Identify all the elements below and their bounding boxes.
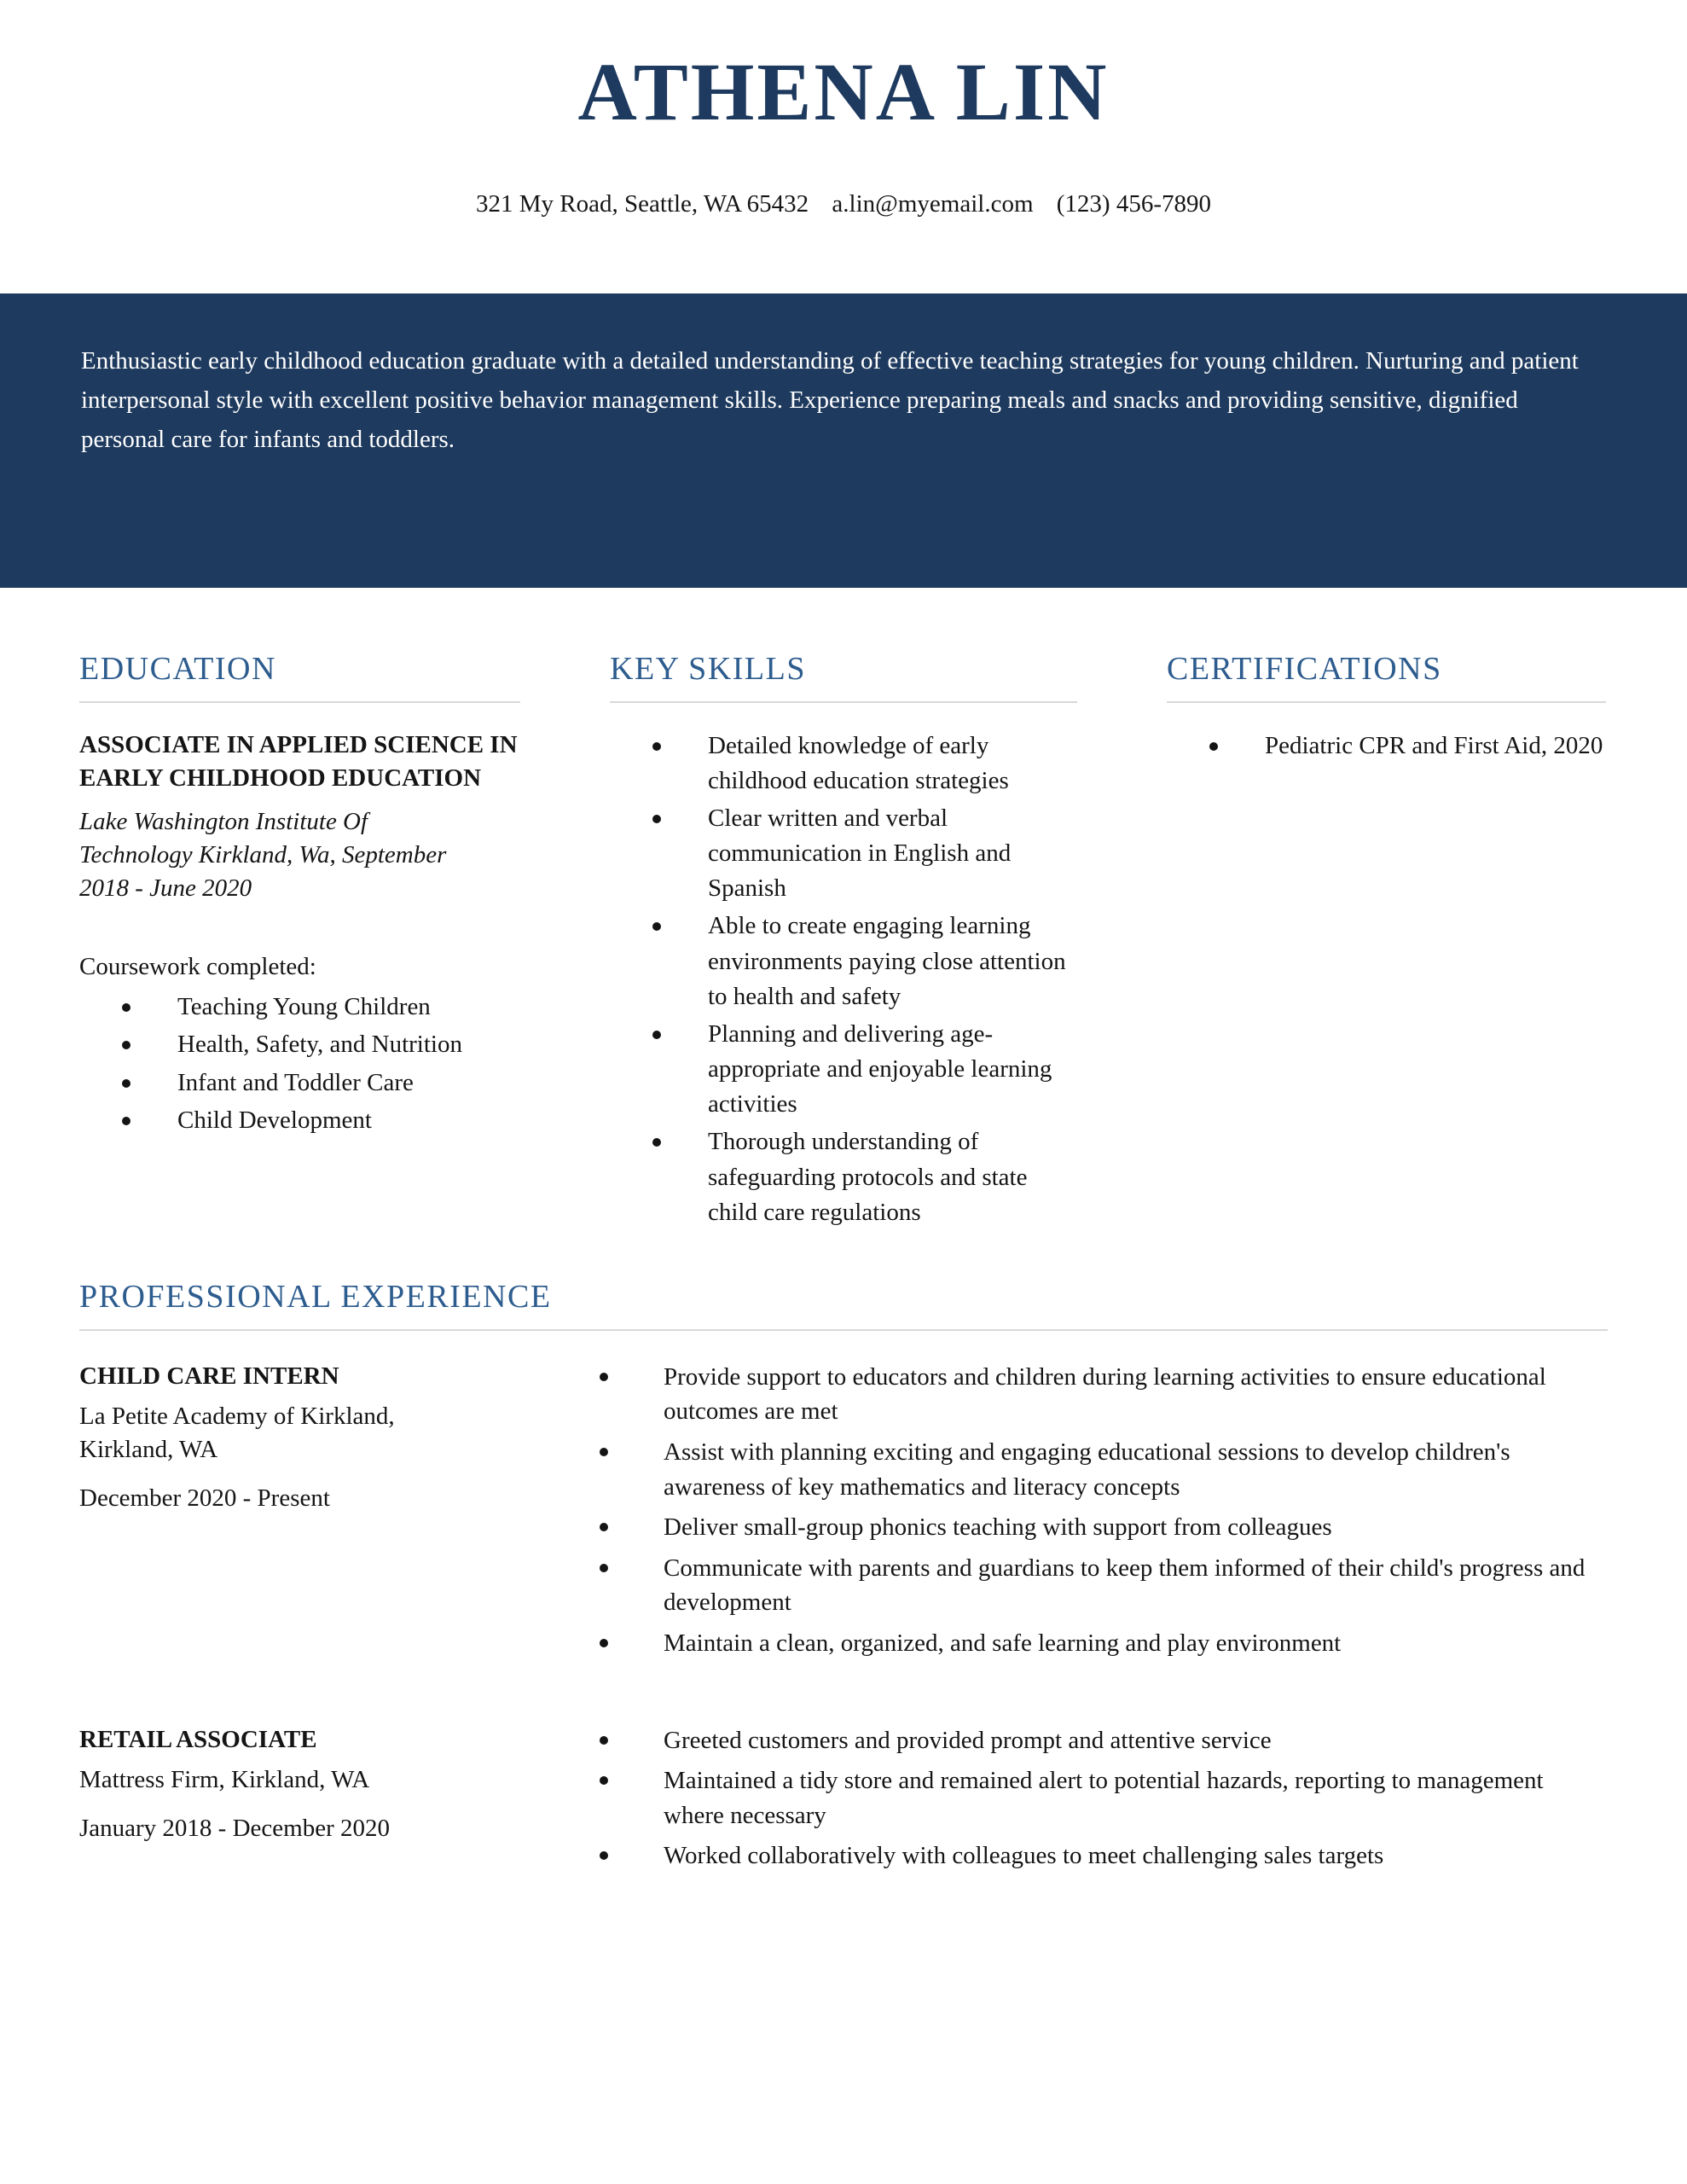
job-title: RETAIL ASSOCIATE [79, 1725, 317, 1753]
summary-banner [0, 293, 1687, 588]
job-entry [79, 1723, 1608, 1879]
job-bullet: Worked collaboratively with colleagues to meet challenging sales targets [591, 1838, 1608, 1873]
key-skills-list [610, 729, 1077, 1230]
coursework-label: Coursework completed: [79, 953, 316, 981]
job-bullet: Assist with planning exciting and engaging educational sessions to develop children's awareness of key mathematics and literacy concepts [591, 1435, 1608, 1504]
job-company: Mattress Firm, Kirkland, WA [79, 1765, 370, 1793]
degree-title: ASSOCIATE IN APPLIED SCIENCE IN EARLY CHILDHOOD EDUCATION [79, 730, 518, 792]
contact-address: 321 My Road, Seattle, WA 65432 [476, 189, 809, 218]
course-item: Infant and Toddler Care [79, 1066, 520, 1101]
job-dates: December 2020 - Present [79, 1484, 330, 1513]
job-bullet: Greeted customers and provided prompt and attentive service [591, 1723, 1608, 1758]
course-item: Teaching Young Children [79, 990, 520, 1025]
key-skills-heading: KEY SKILLS [610, 652, 1077, 703]
certifications-section [1167, 652, 1606, 1233]
summary-text: Enthusiastic early childhood education graduate with a detailed understanding of effective teaching strategies for young children. Nurturing and patient interpersonal style with excellent positive behavior management skills. Experience preparing meals and snacks and providing sensitive, dignified personal care for infants and toddlers. [81, 346, 1579, 454]
certification-item: Pediatric CPR and First Aid, 2020 [1167, 729, 1606, 764]
job-company: La Petite Academy of Kirkland, Kirkland, WA [79, 1402, 395, 1464]
contact-email: a.lin@myemail.com [832, 189, 1034, 218]
course-item: Health, Safety, and Nutrition [79, 1027, 520, 1062]
school-line: Lake Washington Institute Of Technology Kirkland, Wa, September 2018 - June 2020 [79, 807, 447, 903]
skill-item: Detailed knowledge of early childhood education strategies [610, 729, 1077, 799]
course-item: Child Development [79, 1103, 520, 1138]
education-heading: EDUCATION [79, 652, 520, 703]
skill-item: Planning and delivering age-appropriate and enjoyable learning activities [610, 1017, 1077, 1123]
skill-item: Thorough understanding of safeguarding protocols and state child care regulations [610, 1124, 1077, 1230]
job-bullet-list [591, 1360, 1608, 1667]
certifications-list [1167, 729, 1606, 764]
job-dates: January 2018 - December 2020 [79, 1814, 390, 1842]
job-summary-block [79, 1723, 557, 1879]
candidate-name: ATHENA LIN [577, 46, 1110, 137]
job-bullet: Deliver small-group phonics teaching with support from colleagues [591, 1510, 1608, 1545]
columns-section [79, 652, 1608, 1233]
skill-item: Able to create engaging learning environments paying close attention to health and safety [610, 909, 1077, 1014]
key-skills-section [610, 652, 1077, 1233]
job-entry [79, 1360, 1608, 1667]
job-bullet: Provide support to educators and children during learning activities to ensure educational outcomes are met [591, 1360, 1608, 1429]
job-bullet: Maintain a clean, organized, and safe learning and play environment [591, 1626, 1608, 1661]
job-title: CHILD CARE INTERN [79, 1362, 339, 1390]
experience-heading: PROFESSIONAL EXPERIENCE [79, 1280, 1608, 1331]
job-summary-block [79, 1360, 557, 1667]
resume-header [0, 0, 1687, 218]
job-bullet: Maintained a tidy store and remained alert to potential hazards, reporting to management where necessary [591, 1763, 1608, 1833]
job-bullet: Communicate with parents and guardians to keep them informed of their child's progress and development [591, 1551, 1608, 1620]
contact-phone: (123) 456-7890 [1056, 189, 1211, 218]
experience-section [79, 1280, 1608, 1879]
coursework-list [79, 990, 520, 1138]
skill-item: Clear written and verbal communication in English and Spanish [610, 801, 1077, 907]
education-section [79, 652, 520, 1233]
resume-body [0, 652, 1687, 1879]
contact-line [0, 190, 1687, 218]
certifications-heading: CERTIFICATIONS [1167, 652, 1606, 703]
job-bullet-list [591, 1723, 1608, 1879]
